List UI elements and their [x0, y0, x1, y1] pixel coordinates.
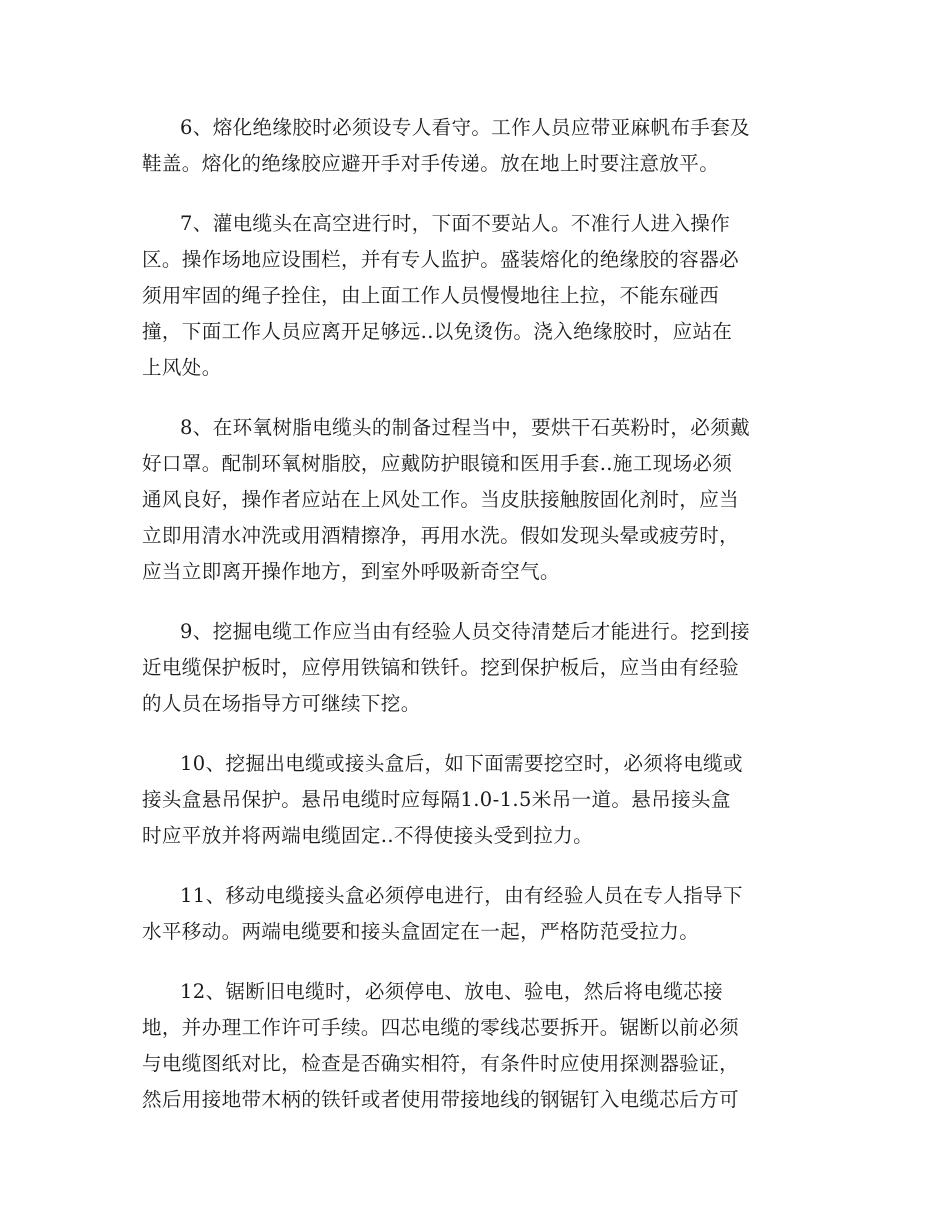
text-line: 区。操作场地应设围栏，并有专人监护。盛装熔化的绝缘胶的容器必: [142, 248, 740, 271]
text-line: 撞，下面工作人员应离开足够远..以免烫伤。浇入绝缘胶时，应站在: [142, 320, 733, 343]
text-line: 通风良好，操作者应站在上风处工作。当皮肤接触胺固化剂时，应当: [142, 488, 740, 511]
text-line: 接头盒悬吊保护。悬吊电缆时应每隔1.0-1.5米吊一道。悬吊接头盒: [142, 788, 731, 811]
text-line: 地，并办理工作许可手续。四芯电缆的零线芯要拆开。锯断以前必须: [142, 1016, 740, 1039]
paragraph-6: [142, 110, 810, 182]
text-line: 8、在环氧树脂电缆头的制备过程当中，要烘干石英粉时，必须戴: [180, 416, 751, 439]
text-line: 6、熔化绝缘胶时必须设专人看守。工作人员应带亚麻帆布手套及: [180, 116, 751, 139]
paragraph-12: [142, 974, 810, 1118]
text-line: 11、移动电缆接头盒必须停电进行，由有经验人员在专人指导下: [180, 884, 743, 907]
paragraph-11: [142, 878, 810, 950]
text-line: 须用牢固的绳子拴住，由上面工作人员慢慢地往上拉，不能东碰西: [142, 284, 720, 307]
text-line: 立即用清水冲洗或用酒精擦净，再用水洗。假如发现头晕或疲劳时，: [142, 524, 740, 547]
paragraph-8: [142, 410, 810, 590]
document-page: [142, 110, 810, 1142]
text-line: 12、锯断旧电缆时，必须停电、放电、验电，然后将电缆芯接: [180, 980, 724, 1003]
text-line: 近电缆保护板时，应停用铁镐和铁钎。挖到保护板后，应当由有经验: [142, 656, 740, 679]
text-line: 水平移动。两端电缆要和接头盒固定在一起，严格防范受拉力。: [142, 920, 700, 943]
paragraph-7: [142, 206, 810, 386]
text-line: 7、灌电缆头在高空进行时，下面不要站人。不准行人进入操作: [180, 212, 731, 235]
paragraph-9: [142, 614, 810, 722]
text-line: 9、挖掘电缆工作应当由有经验人员交待清楚后才能进行。挖到接: [180, 620, 751, 643]
text-line: 好口罩。配制环氧树脂胶，应戴防护眼镜和医用手套..施工现场必须: [142, 452, 733, 475]
text-line: 时应平放并将两端电缆固定..不得使接头受到拉力。: [142, 824, 593, 847]
text-line: 与电缆图纸对比，检查是否确实相符，有条件时应使用探测器验证，: [142, 1052, 740, 1075]
text-line: 然后用接地带木柄的铁钎或者使用带接地线的钢锯钉入电缆芯后方可: [142, 1088, 740, 1111]
text-line: 的人员在场指导方可继续下挖。: [142, 692, 421, 715]
paragraph-10: [142, 746, 810, 854]
text-line: 10、挖掘出电缆或接头盒后，如下面需要挖空时，必须将电缆或: [180, 752, 743, 775]
text-line: 应当立即离开操作地方，到室外呼吸新奇空气。: [142, 560, 560, 583]
text-line: 上风处。: [142, 356, 222, 379]
text-line: 鞋盖。熔化的绝缘胶应避开手对手传递。放在地上时要注意放平。: [142, 152, 720, 175]
